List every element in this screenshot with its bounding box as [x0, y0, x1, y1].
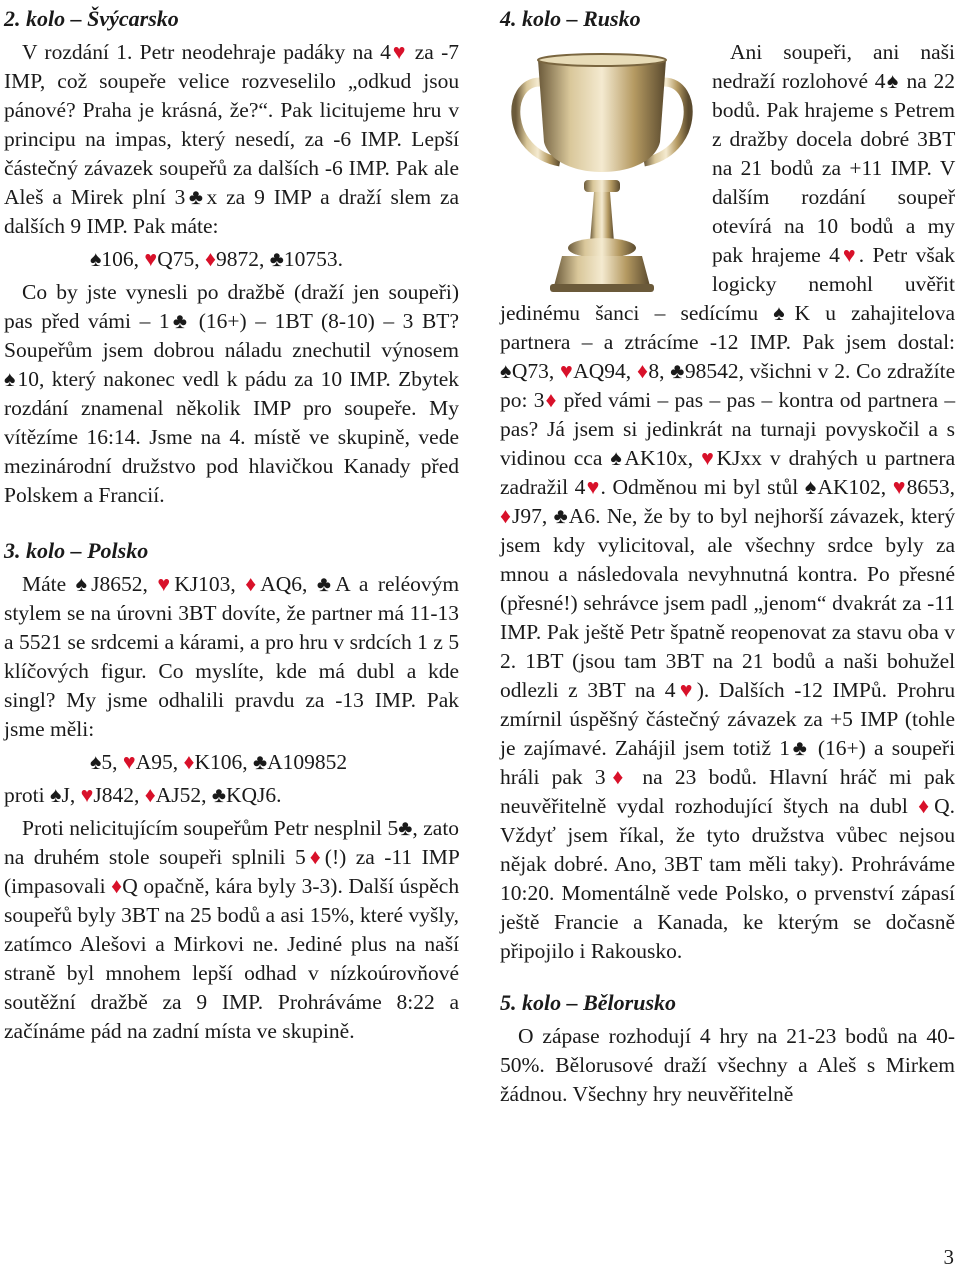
heart-suit-icon: ♥	[560, 359, 574, 383]
spacer	[500, 966, 955, 988]
round-2-hand: ♠106, ♥Q75, ♦9872, ♣10753.	[90, 247, 343, 271]
round-3-hand-2: proti ♠J, ♥J842, ♦AJ52, ♣KQJ6.	[4, 783, 282, 807]
round-5-paragraph-1: O zápase rozhodují 4 hry na 21-23 bodů na 40-50%. Bělorusové draží všechny a Aleš s Mirkem žádnou. Všechny hry neuvěřitelně	[500, 1024, 955, 1106]
diamond-suit-icon: ♦	[544, 388, 558, 412]
section-title-round-5: 5. kolo – Bělorusko	[500, 990, 677, 1015]
right-column	[500, 4, 955, 1109]
diamond-suit-icon: ♦	[204, 247, 216, 271]
diamond-suit-icon: ♦	[144, 783, 156, 807]
left-column	[4, 4, 459, 1046]
section-title-round-2: 2. kolo – Švýcarsko	[4, 6, 179, 31]
heart-suit-icon: ♥	[122, 750, 136, 774]
diamond-suit-icon: ♦	[636, 359, 649, 383]
round-2-paragraph-1: V rozdání 1. Petr neodehraje padáky na 4♥ za -7 IMP, což soupeře velice rozveselilo „odkud jsou pánové? Praha je krásná, že?“. Pak licitujeme hru v principu na impas, který nesedí, za -6 IMP. Lepší částečný závazek soupeřů za dalších -6 IMP. Pak ale Aleš a Mirek plní 3♣x za 9 IMP a draží slem za dalších 9 IMP. Pak máte:	[4, 40, 460, 238]
heart-suit-icon: ♥	[390, 40, 408, 64]
section-title-round-4: 4. kolo – Rusko	[500, 6, 641, 31]
heart-suit-icon: ♥	[839, 243, 859, 267]
round-3-hand-1: ♠5, ♥A95, ♦K106, ♣A109852	[90, 750, 348, 774]
trophy-icon	[500, 42, 704, 298]
diamond-suit-icon: ♦	[111, 874, 123, 898]
heart-suit-icon: ♥	[892, 475, 907, 499]
spacer	[4, 510, 459, 536]
heart-suit-icon: ♥	[157, 572, 175, 596]
diamond-suit-icon: ♦	[305, 845, 325, 869]
heart-suit-icon: ♥	[80, 783, 94, 807]
diamond-suit-icon: ♦	[183, 750, 195, 774]
round-4-paragraph-1: Ani soupeři, ani naši nedraží rozlohové 4♠ na 22 bodů. Pak hrajeme s Petrem z dražby docela dobré 3BT na 21 bodů za +11 IMP. V dalším rozdání soupeř otevírá na 10 bodů a my pak hrajeme 4♥. Petr však logicky nemohl uvěřit jedinému šanci – sedícímu ♠K u zahajitelova partnera – a ztrácíme -12 IMP. Pak jsem dostal: ♠Q73, ♥AQ94, ♦8, ♣98542, všichni v 2. Co zdražíte po: 3♦ před vámi – pas – pas – kontra od partnera – pas? Já jsem si jedinkrát na turnaji povyskočil a s vidinou cca ♠AK10x, ♥KJxx v drahých u partnera zadražil 4♥. Odměnou mi byl stůl ♠AK102, ♥8653, ♦J97, ♣A6. Ne, že by to byl nejhorší závazek, který jsem kdy vylicitoval, ale všechny srdce byly za mnou a následovala nevyhnutná kontra. Po přesné (přesné!) sehrávce jsem padl „jenom“ dvakrát za -11 IMP. Pak ještě Petr špatně reopenovat za stavu oba v 2. 1BT (jsou tam 3BT na 21 bodů a naši bohužel odlezli z 3BT na 4♥). Dalších -12 IMPů. Prohru zmírnil úspěšný částečný závazek za +5 IMP (tohle je zajímavé. Zahájil jsem totiž 1♣ (16+) a soupeři hráli pak 3♦ na 23 bodů. Hlavní hráč mi pak neuvěřitelně vydal rozhodující štych na dubl ♦Q. Vždyť jsem říkal, že tyto družstva vůbec nejsou nějak dobré. Ano, 3BT tam měli taky). Prohráváme 10:20. Momentálně vede Polsko, o prvenství zápasí ještě Francie a Kanada, ke kterým se dočasně připojilo i Rakousko.	[500, 40, 956, 963]
round-3-paragraph-1: Máte ♠J8652, ♥KJ103, ♦AQ6, ♣A a reléovým stylem se na úrovni 3BT dovíte, že partner má 11-13 a 5521 se srdcemi a kárami, a pro hru v srdcích 1 z 5 klíčových figur. Co myslíte, kde má dubl a kde singl? My jsme odhalili pravdu za -13 IMP. Pak jsme měli:	[4, 572, 460, 741]
diamond-suit-icon: ♦	[605, 765, 631, 789]
heart-suit-icon: ♥	[144, 247, 158, 271]
section-title-round-3: 3. kolo – Polsko	[4, 538, 149, 563]
round-3-paragraph-2: Proti nelicitujícím soupeřům Petr nesplnil 5♣, zato na druhém stole soupeři splnili 5♦(!) za -11 IMP (impasovali ♦Q opačně, kára byly 3-3). Další úspěch soupeřů byly 3BT na 25 bodů a asi 15%, které vyšly, zatímco Alešovi a Mirkovi ne. Jediné plus na naší straně byl mnohem lepší odhad v nízkoúrovňové soutěžní dražbě za 9 IMP. Prohráváme 8:22 a začínáme pád na zadní místa ve skupině.	[4, 816, 460, 1043]
round-2-paragraph-2: Co by jste vynesli po dražbě (draží jen soupeři) pas před vámi – 1♣ (16+) – 1BT (8-10) – 3 BT? Soupeřům jsem dobrou náladu znechutil výnosem ♠10, který nakonec vedl k pádu za 10 IMP. Zbytek rozdání znamenal několik IMP pro soupeře. My vítězíme 16:14. Jsme na 4. místě ve skupině, vede mezinárodní družstvo pod hlavičkou Kanady před Polskem a Francií.	[4, 280, 459, 507]
heart-suit-icon: ♥	[675, 678, 697, 702]
diamond-suit-icon: ♦	[500, 504, 512, 528]
heart-suit-icon: ♥	[701, 446, 717, 470]
diamond-suit-icon: ♦	[918, 794, 935, 818]
page-number: 3	[943, 1245, 954, 1269]
diamond-suit-icon: ♦	[245, 572, 261, 596]
heart-suit-icon: ♥	[585, 475, 601, 499]
